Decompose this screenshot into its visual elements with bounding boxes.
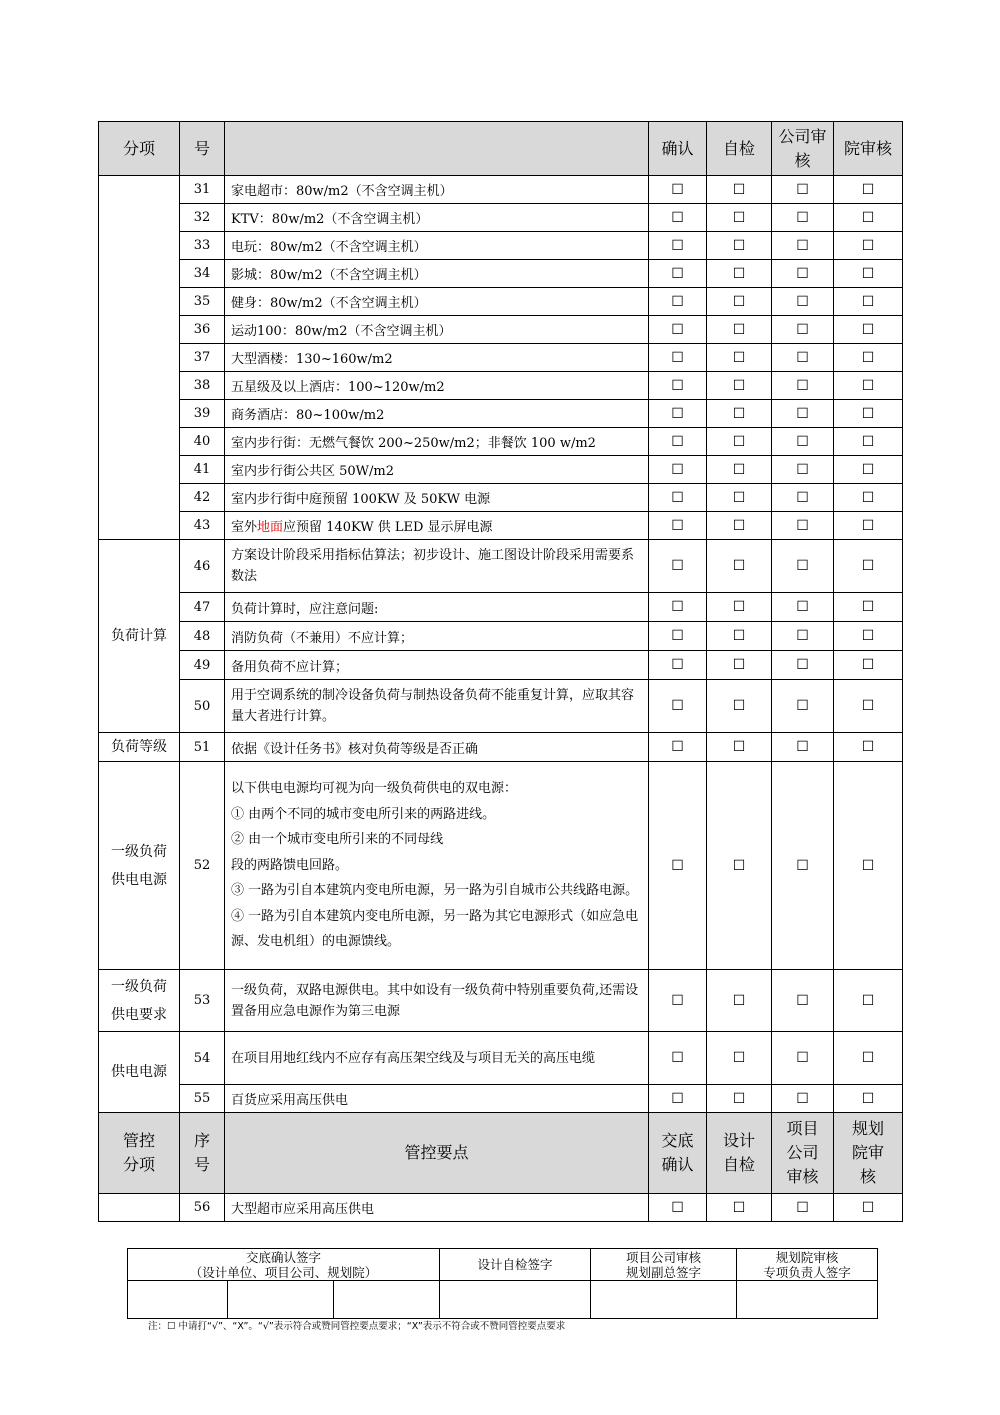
institute-signature-label — [737, 1249, 878, 1281]
table-row — [99, 344, 903, 372]
checkbox-company-review[interactable]: ☐ — [772, 622, 834, 651]
category-load-grade: 负荷等级 — [99, 733, 180, 762]
header-selfcheck: 自检 — [707, 122, 772, 176]
signature-table — [127, 1248, 878, 1319]
checkbox-selfcheck[interactable]: ☐ — [707, 232, 772, 260]
checkbox-selfcheck[interactable]: ☐ — [707, 260, 772, 288]
item-text-line: ② 由一个城市变电所引来的不同母线 — [231, 832, 444, 848]
checkbox-institute-review[interactable]: ☐ — [834, 762, 903, 970]
footnote: 注：☐ 中请打“√”、“X”。“√”表示符合或赞同管控要点要求；“X”表示不符合或不赞同管控要点要求 — [148, 1321, 566, 1332]
item-number: 37 — [180, 344, 225, 372]
checkbox-selfcheck[interactable]: ☐ — [707, 733, 772, 762]
company-signature-title: 项目公司审核 — [626, 1249, 702, 1265]
item-number: 56 — [180, 1194, 225, 1222]
checkbox-selfcheck[interactable]: ☐ — [707, 456, 772, 484]
checkbox-confirm[interactable]: ☐ — [649, 456, 707, 484]
header-institute: 院审核 — [834, 122, 903, 176]
checkbox-confirm[interactable]: ☐ — [649, 512, 707, 540]
checklist-body — [99, 122, 903, 1222]
item-text: 方案设计阶段采用指标估算法；初步设计、施工图设计阶段采用需要系数法 — [225, 540, 649, 593]
checkbox-selfcheck[interactable]: ☐ — [707, 372, 772, 400]
header-number: 号 — [180, 122, 225, 176]
table-row — [99, 970, 903, 1032]
item-number: 54 — [180, 1032, 225, 1085]
table-row — [99, 260, 903, 288]
item-text: 影城：80w/m2（不含空调主机） — [225, 260, 649, 288]
item-text: 一级负荷，双路电源供电。其中如设有一级负荷中特别重要负荷,还需设置备用应急电源作为第三电源 — [225, 970, 649, 1032]
item-text: 电玩：80w/m2（不含空调主机） — [225, 232, 649, 260]
signature-cell-company-review[interactable] — [591, 1281, 737, 1319]
item-number: 49 — [180, 651, 225, 680]
checkbox-company-review[interactable]: ☐ — [772, 372, 834, 400]
checkbox-confirm[interactable]: ☐ — [649, 484, 707, 512]
checkbox-company-review[interactable]: ☐ — [772, 260, 834, 288]
checkbox-company-review[interactable]: ☐ — [772, 593, 834, 622]
checkbox-confirm[interactable]: ☐ — [649, 176, 707, 204]
checkbox-institute-review[interactable]: ☐ — [834, 456, 903, 484]
item-text-line: ④ 一路为引自本建筑内变电所电源，另一路为其它电源形式（如应急电源、发电机组）的电源馈线。 — [231, 908, 639, 950]
item-text: 大型酒楼：130~160w/m2 — [225, 344, 649, 372]
item-number: 52 — [180, 762, 225, 970]
signature-cell-selfcheck[interactable] — [440, 1281, 591, 1319]
item-text: 运动100：80w/m2（不含空调主机） — [225, 316, 649, 344]
item-number: 42 — [180, 484, 225, 512]
item-number: 55 — [180, 1085, 225, 1113]
checkbox-selfcheck[interactable]: ☐ — [707, 680, 772, 733]
checkbox-company-review[interactable]: ☐ — [772, 204, 834, 232]
selfcheck-signature-label: 设计自检签字 — [440, 1249, 591, 1281]
checkbox-selfcheck[interactable]: ☐ — [707, 593, 772, 622]
header2-point — [225, 1113, 649, 1194]
header-category: 分项 — [99, 122, 180, 176]
item-text: 备用负荷不应计算； — [225, 651, 649, 680]
checkbox-selfcheck[interactable]: ☐ — [707, 176, 772, 204]
checkbox-company-review[interactable]: ☐ — [772, 176, 834, 204]
item-number: 36 — [180, 316, 225, 344]
item-text: 室内步行街公共区 50W/m2 — [225, 456, 649, 484]
checkbox-institute-review[interactable]: ☐ — [834, 288, 903, 316]
header2-confirm-text: 交底确认 — [661, 1131, 694, 1174]
checkbox-selfcheck[interactable]: ☐ — [707, 970, 772, 1032]
confirm-signature-label — [128, 1249, 440, 1281]
table-row — [99, 176, 903, 204]
checkbox-selfcheck[interactable]: ☐ — [707, 651, 772, 680]
checkbox-institute-review[interactable]: ☐ — [834, 176, 903, 204]
category-class1-req — [99, 970, 180, 1032]
checkbox-company-review[interactable]: ☐ — [772, 344, 834, 372]
item-text: 家电超市：80w/m2（不含空调主机） — [225, 176, 649, 204]
checkbox-company-review[interactable]: ☐ — [772, 651, 834, 680]
signature-blank-row — [128, 1281, 878, 1319]
item-number: 39 — [180, 400, 225, 428]
item-number: 53 — [180, 970, 225, 1032]
item-number: 46 — [180, 540, 225, 593]
table-row — [99, 680, 903, 733]
checkbox-selfcheck[interactable]: ☐ — [707, 316, 772, 344]
checkbox-confirm[interactable]: ☐ — [649, 400, 707, 428]
item-text-pre: 室外 — [231, 520, 258, 535]
checkbox-selfcheck[interactable]: ☐ — [707, 1085, 772, 1113]
header2-point-text: 管控要点 — [404, 1143, 469, 1162]
header2-category — [99, 1113, 180, 1194]
category-supply: 供电电源 — [99, 1032, 180, 1113]
checkbox-selfcheck[interactable]: ☐ — [707, 762, 772, 970]
item-number: 31 — [180, 176, 225, 204]
item-text-post: 应预留 140KW 供 LED 显示屏电源 — [283, 520, 493, 535]
checkbox-company-review[interactable]: ☐ — [772, 456, 834, 484]
checkbox-confirm[interactable]: ☐ — [649, 428, 707, 456]
checkbox-confirm[interactable]: ☐ — [649, 288, 707, 316]
item-text: 消防负荷（不兼用）不应计算； — [225, 622, 649, 651]
category-cell-empty — [99, 176, 180, 540]
header2-institute-text: 规划院审核 — [851, 1119, 884, 1186]
checkbox-institute-review[interactable]: ☐ — [834, 1194, 903, 1222]
table-row — [99, 316, 903, 344]
checkbox-institute-review[interactable]: ☐ — [834, 400, 903, 428]
checkbox-institute-review[interactable]: ☐ — [834, 1032, 903, 1085]
checkbox-institute-review[interactable]: ☐ — [834, 540, 903, 593]
checkbox-company-review[interactable]: ☐ — [772, 316, 834, 344]
item-text: 五星级及以上酒店：100~120w/m2 — [225, 372, 649, 400]
item-text: 依据《设计任务书》核对负荷等级是否正确 — [225, 733, 649, 762]
checkbox-company-review[interactable]: ☐ — [772, 1085, 834, 1113]
table-row — [99, 512, 903, 540]
checkbox-company-review[interactable]: ☐ — [772, 762, 834, 970]
checkbox-company-review[interactable]: ☐ — [772, 733, 834, 762]
item-text: 用于空调系统的制冷设备负荷与制热设备负荷不能重复计算，应取其容量大者进行计算。 — [225, 680, 649, 733]
item-text: KTV：80w/m2（不含空调主机） — [225, 204, 649, 232]
header2-category-text: 管控分项 — [122, 1131, 155, 1174]
checkbox-selfcheck[interactable]: ☐ — [707, 540, 772, 593]
checkbox-company-review[interactable]: ☐ — [772, 1032, 834, 1085]
checkbox-company-review[interactable]: ☐ — [772, 400, 834, 428]
item-number: 38 — [180, 372, 225, 400]
signature-header-row — [128, 1249, 878, 1281]
item-number: 33 — [180, 232, 225, 260]
checkbox-company-review[interactable]: ☐ — [772, 428, 834, 456]
table-row — [99, 204, 903, 232]
item-text — [225, 762, 649, 970]
checkbox-institute-review[interactable]: ☐ — [834, 970, 903, 1032]
table-row — [99, 1032, 903, 1085]
item-number: 32 — [180, 204, 225, 232]
checkbox-institute-review[interactable]: ☐ — [834, 622, 903, 651]
table-row — [99, 762, 903, 970]
checkbox-institute-review[interactable]: ☐ — [834, 1085, 903, 1113]
table-row — [99, 622, 903, 651]
institute-signature-title: 规划院审核 — [775, 1249, 839, 1265]
checkbox-confirm[interactable]: ☐ — [649, 762, 707, 970]
checkbox-confirm[interactable]: ☐ — [649, 970, 707, 1032]
table-row — [99, 733, 903, 762]
checkbox-company-review[interactable]: ☐ — [772, 512, 834, 540]
confirm-signature-title: 交底确认签字 — [246, 1249, 322, 1265]
table-row — [99, 1085, 903, 1113]
header2-institute — [834, 1113, 903, 1194]
checkbox-confirm[interactable]: ☐ — [649, 593, 707, 622]
item-number: 47 — [180, 593, 225, 622]
checkbox-company-review[interactable]: ☐ — [772, 970, 834, 1032]
checkbox-institute-review[interactable]: ☐ — [834, 316, 903, 344]
item-text: 室内步行街中庭预留 100KW 及 50KW 电源 — [225, 484, 649, 512]
item-text: 大型超市应采用高压供电 — [225, 1194, 649, 1222]
checkbox-company-review[interactable]: ☐ — [772, 1194, 834, 1222]
checkbox-confirm[interactable]: ☐ — [649, 372, 707, 400]
checkbox-selfcheck[interactable]: ☐ — [707, 1194, 772, 1222]
item-text: 在项目用地红线内不应存有高压架空线及与项目无关的高压电缆 — [225, 1032, 649, 1085]
checkbox-institute-review[interactable]: ☐ — [834, 484, 903, 512]
company-signature-role: 规划副总签字 — [626, 1264, 702, 1280]
item-text-line: ① 由两个不同的城市变电所引来的两路进线。 — [231, 806, 496, 822]
checkbox-institute-review[interactable]: ☐ — [834, 593, 903, 622]
category-class1-source — [99, 762, 180, 970]
header2-company-text: 项目公司审核 — [786, 1119, 819, 1186]
checkbox-company-review[interactable]: ☐ — [772, 540, 834, 593]
checkbox-selfcheck[interactable]: ☐ — [707, 1032, 772, 1085]
checkbox-selfcheck[interactable]: ☐ — [707, 428, 772, 456]
item-text — [225, 512, 649, 540]
item-number: 43 — [180, 512, 225, 540]
checkbox-institute-review[interactable]: ☐ — [834, 232, 903, 260]
item-number: 50 — [180, 680, 225, 733]
header2-selfcheck-text: 设计自检 — [722, 1131, 755, 1174]
header-confirm: 确认 — [649, 122, 707, 176]
checkbox-selfcheck[interactable]: ☐ — [707, 344, 772, 372]
header-point — [225, 122, 649, 176]
checkbox-institute-review[interactable]: ☐ — [834, 733, 903, 762]
header2-number — [180, 1113, 225, 1194]
item-text-line: 以下供电电源均可视为向一级负荷供电的双电源： — [231, 780, 518, 796]
checkbox-confirm[interactable]: ☐ — [649, 1194, 707, 1222]
checkbox-confirm[interactable]: ☐ — [649, 651, 707, 680]
checkbox-confirm[interactable]: ☐ — [649, 316, 707, 344]
item-text: 负荷计算时，应注意问题: — [225, 593, 649, 622]
signature-cell-company[interactable] — [228, 1281, 334, 1319]
category-text: 一级负荷供电电源 — [111, 843, 167, 888]
category-load-calc: 负荷计算 — [99, 540, 180, 733]
checkbox-confirm[interactable]: ☐ — [649, 622, 707, 651]
checkbox-selfcheck[interactable]: ☐ — [707, 622, 772, 651]
item-text: 商务酒店：80~100w/m2 — [225, 400, 649, 428]
table-row — [99, 593, 903, 622]
item-text-line: ③ 一路为引自本建筑内变电所电源，另一路为引自城市公共线路电源。 — [231, 883, 639, 899]
category-cell-empty — [99, 1194, 180, 1222]
checkbox-confirm[interactable]: ☐ — [649, 232, 707, 260]
table-row — [99, 484, 903, 512]
checkbox-confirm[interactable]: ☐ — [649, 733, 707, 762]
header2-company — [772, 1113, 834, 1194]
institute-signature-role: 专项负责人签字 — [763, 1264, 851, 1280]
checkbox-institute-review[interactable]: ☐ — [834, 344, 903, 372]
table-row — [99, 400, 903, 428]
table-row — [99, 651, 903, 680]
table-header-row-2 — [99, 1113, 903, 1194]
checkbox-selfcheck[interactable]: ☐ — [707, 400, 772, 428]
item-text: 百货应采用高压供电 — [225, 1085, 649, 1113]
category-text: 一级负荷供电要求 — [111, 978, 167, 1023]
item-number: 41 — [180, 456, 225, 484]
checkbox-institute-review[interactable]: ☐ — [834, 680, 903, 733]
item-number: 35 — [180, 288, 225, 316]
signature-cell-institute-review[interactable] — [737, 1281, 878, 1319]
checkbox-confirm[interactable]: ☐ — [649, 344, 707, 372]
table-row — [99, 232, 903, 260]
signature-cell-institute[interactable] — [334, 1281, 440, 1319]
checkbox-confirm[interactable]: ☐ — [649, 1085, 707, 1113]
checkbox-selfcheck[interactable]: ☐ — [707, 512, 772, 540]
item-number: 34 — [180, 260, 225, 288]
header-company: 公司审核 — [772, 122, 834, 176]
confirm-signature-parties: （设计单位、项目公司、规划院） — [189, 1264, 378, 1280]
checkbox-company-review[interactable]: ☐ — [772, 680, 834, 733]
table-row — [99, 456, 903, 484]
checkbox-company-review[interactable]: ☐ — [772, 232, 834, 260]
item-text-highlight: 地面 — [257, 520, 284, 535]
item-number: 40 — [180, 428, 225, 456]
checkbox-selfcheck[interactable]: ☐ — [707, 288, 772, 316]
checkbox-institute-review[interactable]: ☐ — [834, 204, 903, 232]
checkbox-institute-review[interactable]: ☐ — [834, 260, 903, 288]
checkbox-institute-review[interactable]: ☐ — [834, 428, 903, 456]
checkbox-confirm[interactable]: ☐ — [649, 260, 707, 288]
checkbox-company-review[interactable]: ☐ — [772, 484, 834, 512]
item-text: 室内步行街：无燃气餐饮 200~250w/m2；非餐饮 100 w/m2 — [225, 428, 649, 456]
table-row — [99, 428, 903, 456]
signature-cell-design[interactable] — [128, 1281, 228, 1319]
item-number: 48 — [180, 622, 225, 651]
header2-confirm — [649, 1113, 707, 1194]
checkbox-confirm[interactable]: ☐ — [649, 1032, 707, 1085]
checkbox-selfcheck[interactable]: ☐ — [707, 484, 772, 512]
checkbox-confirm[interactable]: ☐ — [649, 204, 707, 232]
checkbox-confirm[interactable]: ☐ — [649, 540, 707, 593]
company-signature-label — [591, 1249, 737, 1281]
item-text-line: 段的两路馈电回路。 — [231, 857, 349, 873]
table-row — [99, 540, 903, 593]
checkbox-confirm[interactable]: ☐ — [649, 680, 707, 733]
checkbox-institute-review[interactable]: ☐ — [834, 512, 903, 540]
checkbox-institute-review[interactable]: ☐ — [834, 372, 903, 400]
checkbox-company-review[interactable]: ☐ — [772, 288, 834, 316]
checkbox-institute-review[interactable]: ☐ — [834, 651, 903, 680]
header2-number-text: 序号 — [193, 1131, 210, 1174]
checklist-table — [98, 121, 903, 1222]
item-number: 51 — [180, 733, 225, 762]
table-row — [99, 288, 903, 316]
header2-selfcheck — [707, 1113, 772, 1194]
checkbox-selfcheck[interactable]: ☐ — [707, 204, 772, 232]
table-row — [99, 1194, 903, 1222]
item-text: 健身：80w/m2（不含空调主机） — [225, 288, 649, 316]
table-row — [99, 372, 903, 400]
table-header-row — [99, 122, 903, 176]
